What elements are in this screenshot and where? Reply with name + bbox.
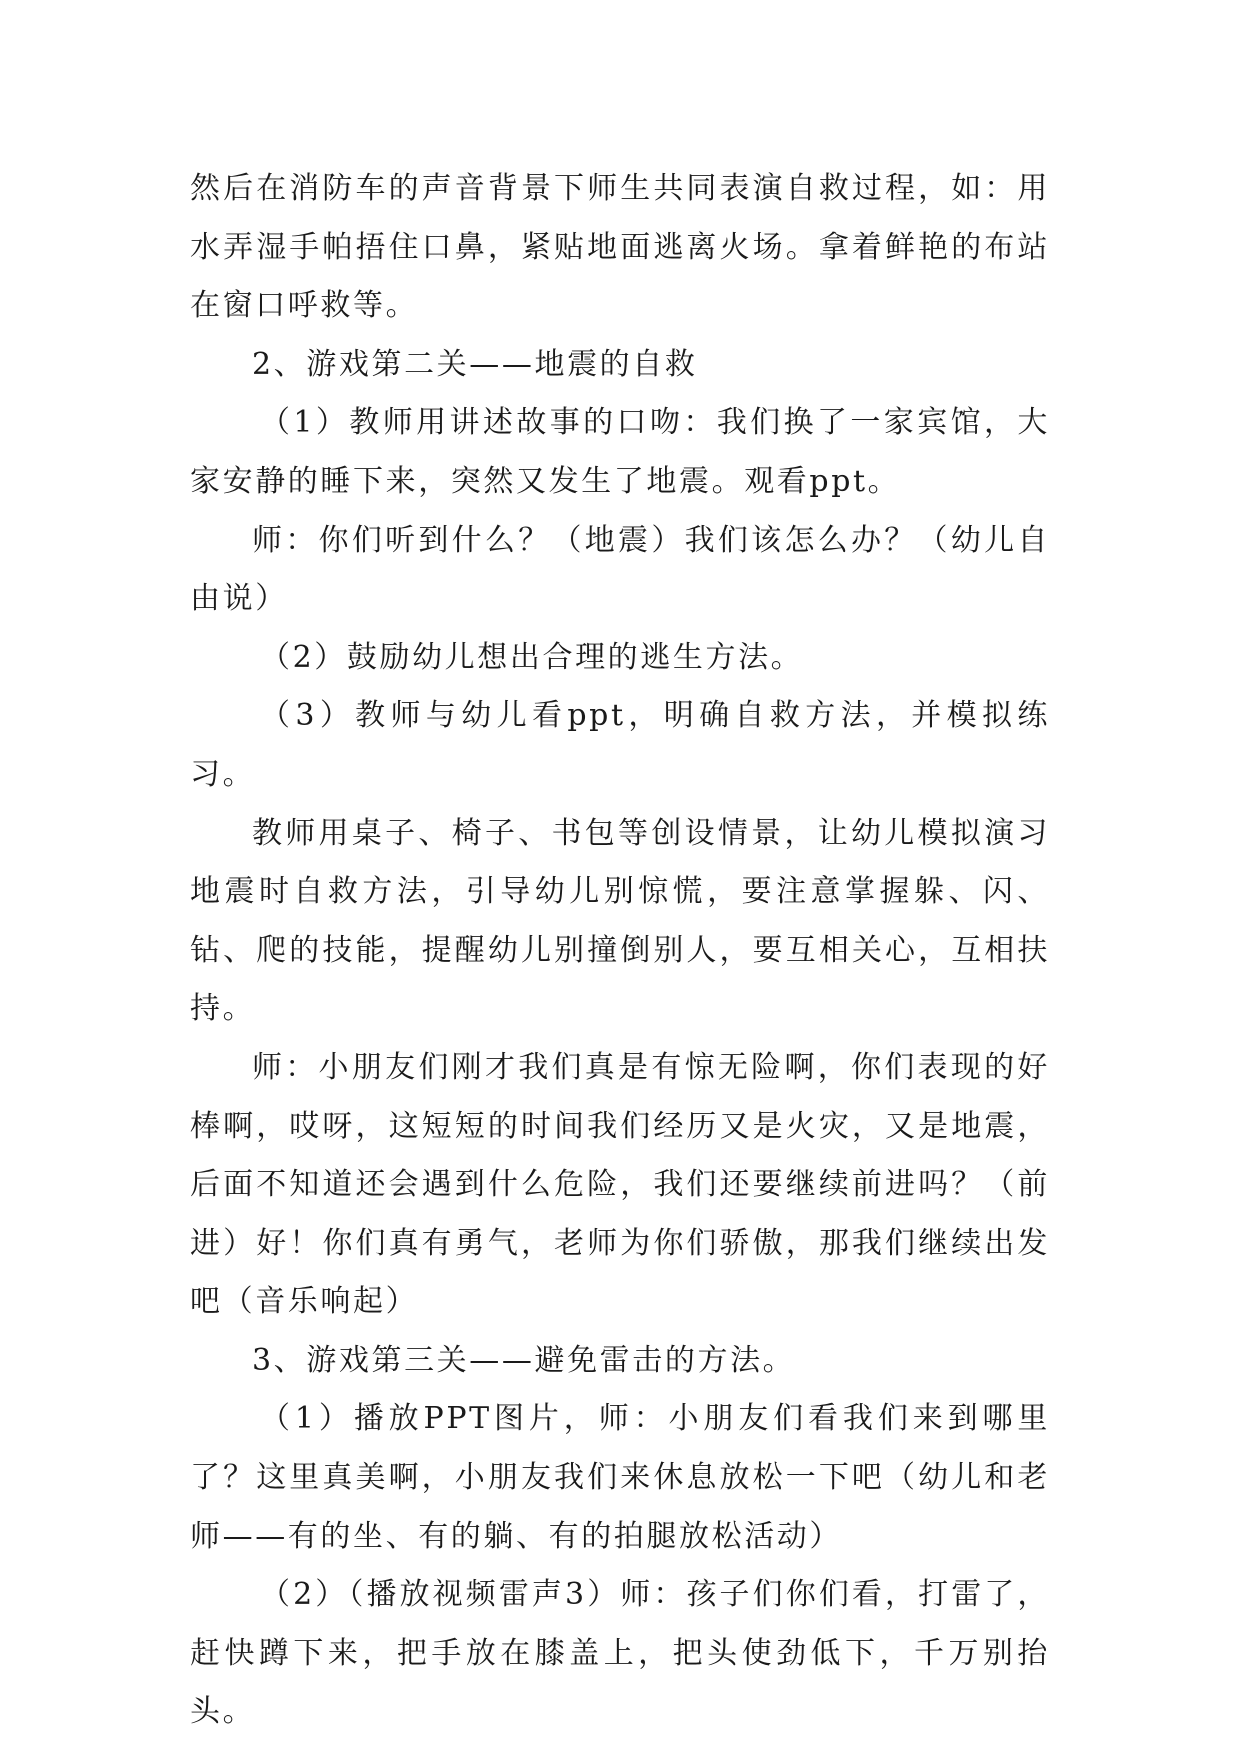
paragraph-drill-scene: 教师用桌子、椅子、书包等创设情景，让幼儿模拟演习地震时自救方法，引导幼儿别惊慌，要注意掌握躲、闪、钻、爬的技能，提醒幼儿别撞倒别人，要互相关心，互相扶持。	[190, 815, 1050, 1027]
paragraph-step-2-encourage: （2）鼓励幼儿想出合理的逃生方法。	[260, 639, 804, 675]
paragraph-step-1-story: （1）教师用讲述故事的口吻：我们换了一家宾馆，大家安静的睡下来，突然又发生了地震。观看ppt。	[190, 405, 1050, 499]
paragraph-step-3-practice: （3）教师与幼儿看ppt，明确自救方法，并模拟练习。	[190, 698, 1050, 792]
paragraph-step-2-thunder: （2）（播放视频雷声3）师：孩子们你们看，打雷了，赶快蹲下来，把手放在膝盖上，把头使劲低下，千万别抬头。	[190, 1577, 1050, 1730]
heading-level-three-lightning: 3、游戏第三关——避免雷击的方法。	[252, 1342, 796, 1378]
document-body	[190, 160, 1050, 1742]
paragraph-fire-rescue-performance: 然后在消防车的声音背景下师生共同表演自救过程，如：用水弄湿手帕捂住口鼻，紧贴地面逃离火场。拿着鲜艳的布站在窗口呼救等。	[190, 171, 1050, 324]
paragraph-step-1-ppt: （1）播放PPT图片，师：小朋友们看我们来到哪里了？这里真美啊，小朋友我们来休息放松一下吧（幼儿和老师——有的坐、有的躺、有的拍腿放松活动）	[190, 1401, 1050, 1554]
paragraph-teacher-question: 师：你们听到什么？（地震）我们该怎么办？（幼儿自由说）	[190, 522, 1050, 617]
heading-level-two-earthquake: 2、游戏第二关——地震的自救	[252, 346, 698, 382]
paragraph-teacher-praise: 师：小朋友们刚才我们真是有惊无险啊，你们表现的好棒啊，哎呀，这短短的时间我们经历又是火灾，又是地震，后面不知道还会遇到什么危险，我们还要继续前进吗？（前进）好！你们真有勇气，老师为你们骄傲，那我们继续出发吧（音乐响起）	[190, 1049, 1050, 1320]
